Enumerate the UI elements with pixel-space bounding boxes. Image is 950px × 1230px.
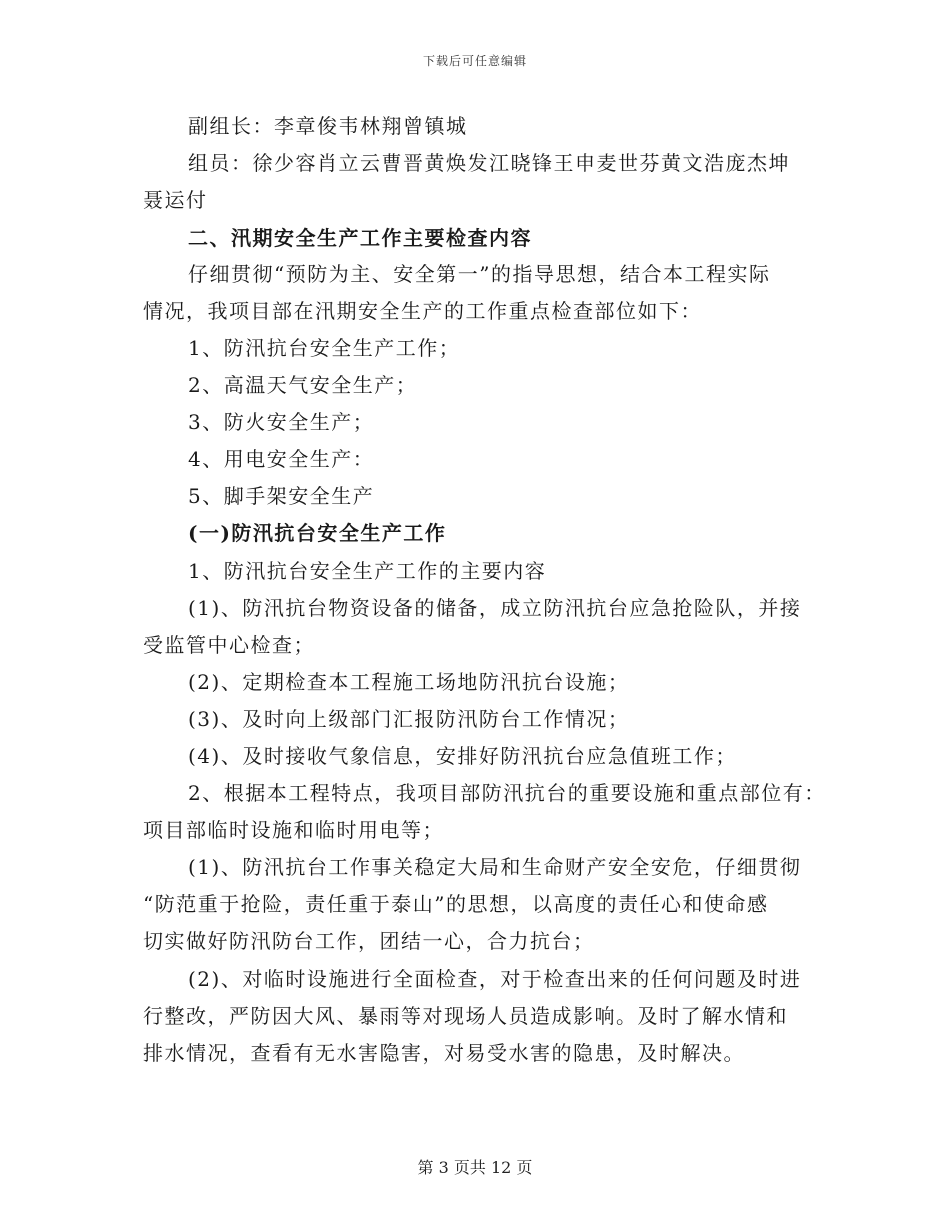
- text-line: 组员：徐少容肖立云曹晋黄焕发江晓锋王申麦世芬黄文浩庞杰坤: [188, 151, 790, 175]
- list-item: 4、用电安全生产：: [188, 447, 375, 471]
- list-item: 5、脚手架安全生产: [188, 484, 375, 508]
- text-line: (1)、防汛抗台物资设备的储备，成立防汛抗台应急抢险队，并接: [188, 596, 802, 620]
- text-line: 聂运付: [143, 188, 208, 212]
- text-line: (2)、定期检查本工程施工场地防汛抗台设施；: [188, 670, 630, 694]
- text-line: (2)、对临时设施进行全面检查，对于检查出来的任何问题及时进: [188, 967, 802, 991]
- text-line: 受监管中心检查；: [143, 633, 315, 657]
- text-line: (4)、及时接收气象信息，安排好防汛抗台应急值班工作；: [188, 744, 737, 768]
- list-item: 1、防汛抗台安全生产工作；: [188, 336, 461, 360]
- list-item: 3、防火安全生产；: [188, 410, 375, 434]
- text-line: (3)、及时向上级部门汇报防汛防台工作情况；: [188, 707, 630, 731]
- text-line: 排水情况，查看有无水害隐害，对易受水害的隐患，及时解决。: [143, 1041, 745, 1065]
- text-line: (1)、防汛抗台工作事关稳定大局和生命财产安全安危，仔细贯彻: [188, 855, 802, 879]
- text-line: 仔细贯彻“预防为主、安全第一”的指导思想，结合本工程实际: [188, 262, 771, 286]
- subsection-heading: (一)防汛抗台安全生产工作: [188, 521, 447, 545]
- text-line: 行整改，严防因大风、暴雨等对现场人员造成影响。及时了解水情和: [143, 1004, 788, 1028]
- text-line: 1、防汛抗台安全生产工作的主要内容: [188, 559, 547, 583]
- text-line: 副组长：李章俊韦林翔曾镇城: [188, 114, 468, 138]
- page-header: 下载后可任意编辑: [422, 54, 527, 68]
- text-line: 切实做好防汛防台工作，团结一心，合力抗台；: [143, 929, 595, 953]
- section-heading: 二、汛期安全生产工作主要检查内容: [188, 226, 532, 250]
- text-line: 项目部临时设施和临时用电等；: [143, 818, 444, 842]
- text-line: 2、根据本工程特点，我项目部防汛抗台的重要设施和重点部位有：: [188, 781, 826, 805]
- list-item: 2、高温天气安全生产；: [188, 373, 418, 397]
- text-line: 情况，我项目部在汛期安全生产的工作重点检查部位如下：: [143, 299, 702, 323]
- page-footer: 第 3 页共 12 页: [417, 1158, 533, 1177]
- text-line: “防范重于抢险，责任重于泰山”的思想，以高度的责任心和使命感: [143, 892, 769, 916]
